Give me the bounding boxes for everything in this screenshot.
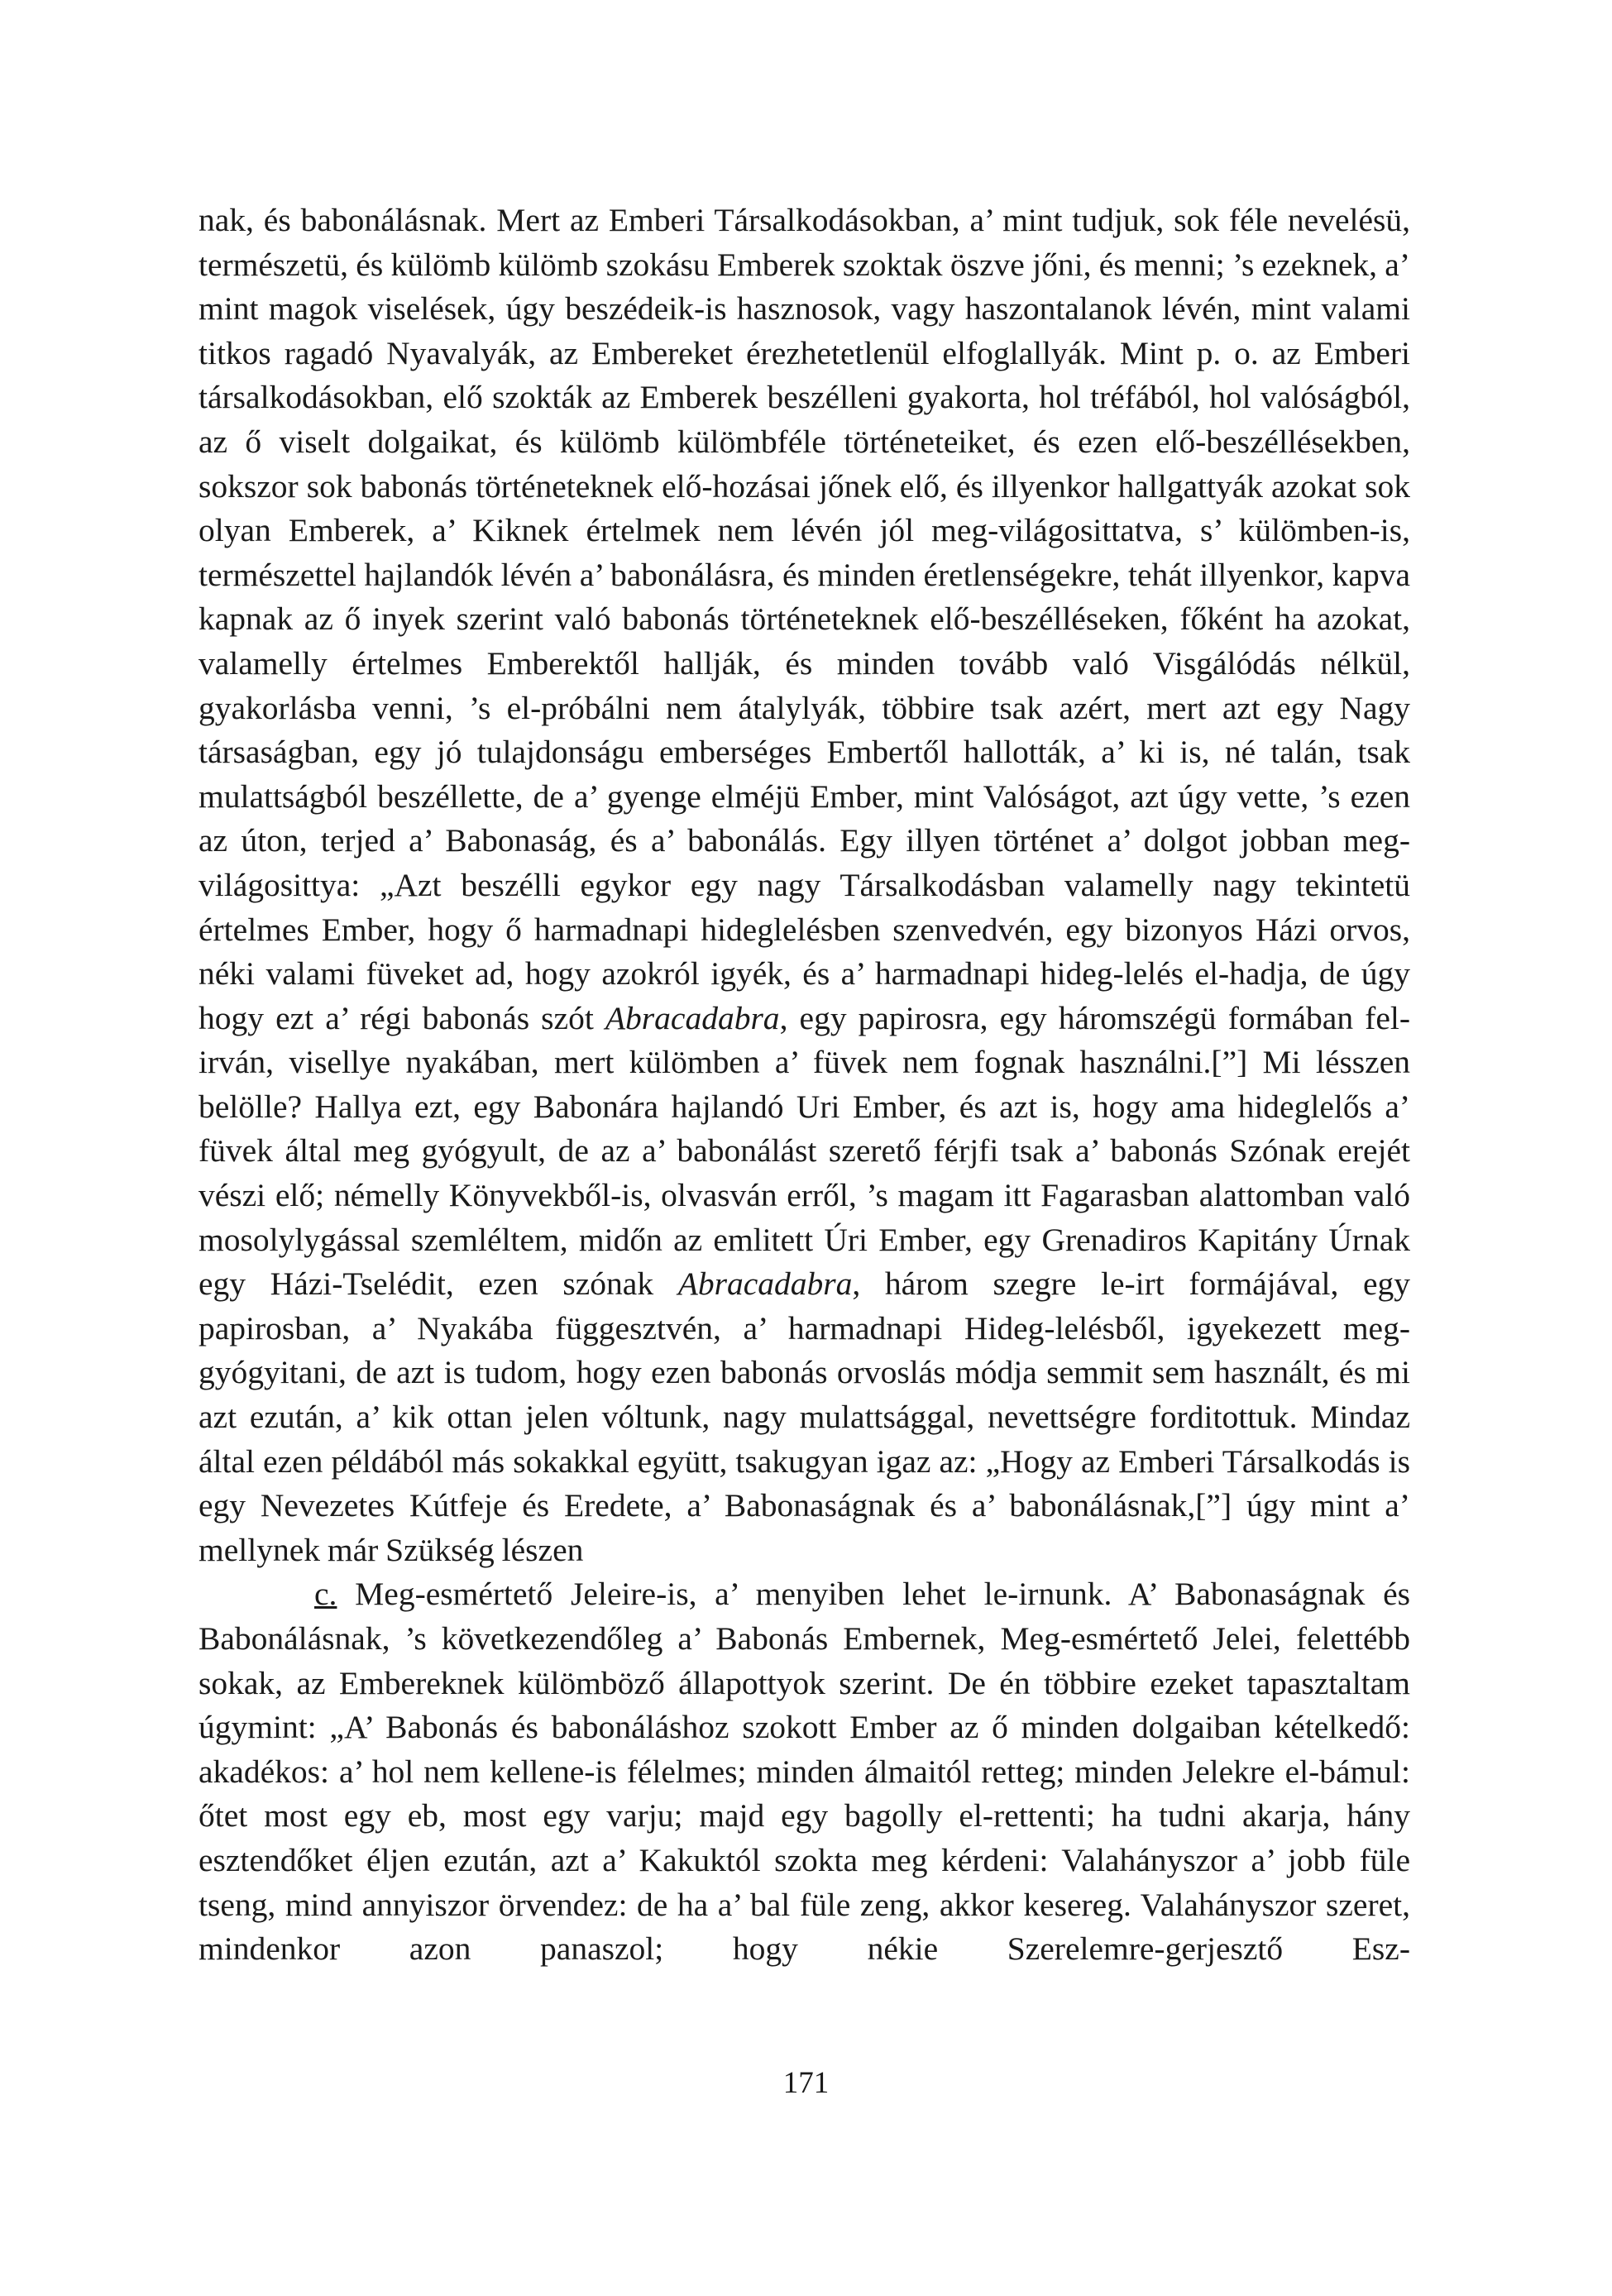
page-body bbox=[199, 199, 1410, 1972]
section-marker: c. bbox=[314, 1576, 337, 1613]
paragraph-1-text-1: nak, és babonálásnak. Mert az Emberi Társalkodásokban, a’ mint tudjuk, sok féle nevelésü, természetü, és külömb külömb szokásu Emberek szoktak öszve jőni, és menni; ’s ezeknek, a’ mint magok viselések, úgy beszédeik-is hasznosok, vagy haszontalanok lévén, mint valami titkos ragadó Nyavalyák, az Embereket érezhetetlenül elfoglallyák. Mint p. o. az Emberi társalkodásokban, elő szokták az Emberek beszélleni gyakorta, hol tréfából, hol valóságból, az ő viselt dolgaikat, és külömb külömbféle történeteiket, és ezen elő-beszéllésekben, sokszor sok babonás történeteknek elő-hozásai jőnek elő, és illyenkor hallgattyák azokat sok olyan Emberek, a’ Kiknek értelmek nem lévén jól meg-világosittatva, s’ külömben-is, természettel hajlandók lévén a’ babonálásra, és minden éretlenségekre, tehát illyenkor, kapva kapnak az ő inyek szerint való babonás történeteknek elő-beszélléseken, főként ha azokat, valamelly értelmes Emberektől hallják, és minden tovább való Visgálódás nélkül, gyakorlásba venni, ’s el-próbálni nem átalylyák, többire tsak azért, mert azt egy Nagy társaságban, egy jó tulajdonságu emberséges Embertől hallották, a’ ki is, né talán, tsak mulattságból beszéllette, de a’ gyenge elméjü Ember, mint Valóságot, azt úgy vette, ’s ezen az úton, terjed a’ Babonaság, és a’ babonálás. Egy illyen történet a’ dolgot jobban meg-világosittya: „Azt beszélli egykor egy nagy Társalkodásban valamelly nagy tekintetü értelmes Ember, hogy ő harmadnapi hideglelésben szenvedvén, egy bizonyos Házi orvos, néki valami füveket ad, hogy azokról igyék, és a’ harmadnapi hideg-lelés el-hadja, de úgy hogy ezt a’ régi babonás szót bbox=[199, 202, 1410, 1036]
paragraph-2-text: Meg-esmértető Jeleire-is, a’ menyiben lehet le-irnunk. A’ Babonaságnak és Babonálásnak, ’s következendőleg a’ Babonás Embernek, Meg-esmértető Jelei, felettébb sokak, az Embereknek külömböző állapottyok szerint. De én többire ezeket tapasztaltam úgymint: „A’ Babonás és babonáláshoz szokott Ember az ő minden dolgaiban kételkedő: akadékos: a’ hol nem kellene-is félelmes; minden álmaitól retteg; minden Jelekre el-bámul: őtet most egy eb, most egy varju; majd egy bagolly el-rettenti; ha tudni akarja, hány esztendőket éljen ezután, azt a’ Kakuktól szokta meg kérdeni: Valahányszor a’ jobb füle tseng, mind annyiszor örvendez: de ha a’ bal füle zeng, akkor kesereg. Valahányszor szeret, mindenkor azon panaszol; hogy nékie Szerelemre-gerjesztő Esz- bbox=[199, 1576, 1410, 1968]
italic-abracadabra-2: Abracadabra bbox=[677, 1265, 853, 1303]
paragraph-1-text-2: , egy papirosra, egy háromszégü formában fel-irván, visellye nyakában, mert külömben a’ füvek nem fognak használni.[”] Mi lésszen belölle? Hallya ezt, egy Babonára hajlandó Uri Ember, és azt is, hogy ama hideglelős a’ füvek által meg gyógyult, de az a’ babonálást szerető férjfi tsak a’ babonás Szónak erejét vészi elő; némelly Könyvekből-is, olvasván erről, ’s magam itt Fagarasban alattomban való mosolylygással szemléltem, midőn az emlitett Úri Ember, egy Grenadiros Kapitány Úrnak egy Házi-Tselédit, ezen szónak bbox=[199, 999, 1410, 1303]
page-number: 171 bbox=[782, 2066, 830, 2100]
paragraph-1-text-3: , három szegre le-irt formájával, egy papirosban, a’ Nyakába függesztvén, a’ harmadnapi Hideg-lelésből, igyekezett meg-gyógyitani, de azt is tudom, hogy ezen babonás orvoslás módja semmit sem használt, és mi azt ezután, a’ kik ottan jelen vóltunk, nagy mulattsággal, nevettségre forditottuk. Mindaz által ezen példából más sokakkal együtt, tsakugyan igaz az: „Hogy az Emberi Társalkodás is egy Nevezetes Kútfeje és Eredete, a’ Babonaságnak és a’ babonálásnak,[”] úgy mint a’ mellynek már Szükség lészen bbox=[199, 1265, 1410, 1568]
paragraph-2 bbox=[199, 1572, 1410, 1971]
italic-abracadabra-1: Abracadabra bbox=[605, 999, 780, 1036]
paragraph-1 bbox=[199, 199, 1410, 1572]
